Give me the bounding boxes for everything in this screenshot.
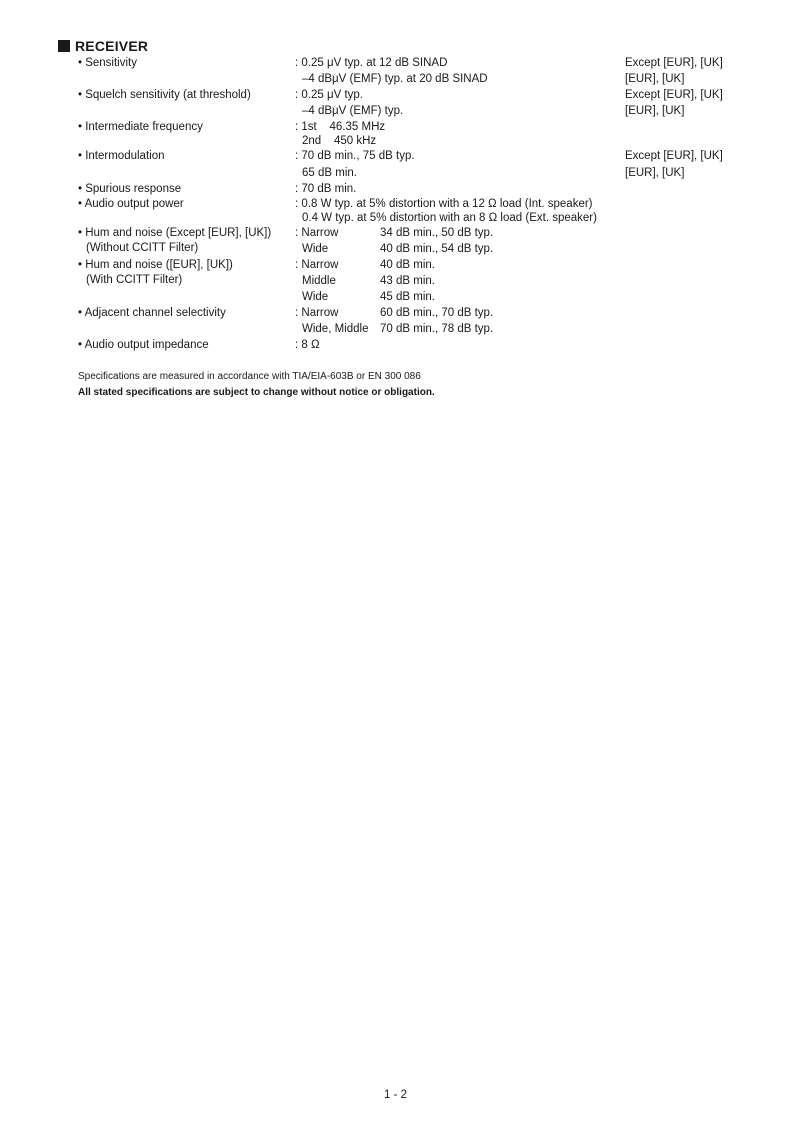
spec-label-audio-power: • Audio output power (78, 198, 184, 210)
spec-label-hum2-2: (With CCITT Filter) (86, 274, 183, 286)
spec-value-if-1: : 1st 46.35 MHz (295, 121, 386, 133)
spec-value-squelch-1: : 0.25 μV typ. (295, 89, 363, 101)
spec-label-adjacent: • Adjacent channel selectivity (78, 307, 226, 319)
spec-mode-hum2-narrow: : Narrow (295, 259, 339, 271)
spec-mode-hum1-wide: Wide (302, 243, 329, 255)
spec-value-hum2-narrow: 40 dB min. (380, 259, 435, 271)
spec-value-adjacent-narrow: 60 dB min., 70 dB typ. (380, 307, 494, 319)
spec-label-hum2-1: • Hum and noise ([EUR], [UK]) (78, 259, 233, 271)
spec-note-intermod-2: [EUR], [UK] (625, 167, 685, 179)
spec-value-adjacent-wide-middle: 70 dB min., 78 dB typ. (380, 323, 494, 335)
spec-value-hum2-middle: 43 dB min. (380, 275, 435, 287)
spec-mode-hum2-middle: Middle (302, 275, 336, 287)
spec-value-hum2-wide: 45 dB min. (380, 291, 435, 303)
spec-value-impedance: : 8 Ω (295, 339, 320, 351)
spec-label-impedance: • Audio output impedance (78, 339, 209, 351)
spec-mode-adjacent-narrow: : Narrow (295, 307, 339, 319)
spec-note-sensitivity-2: [EUR], [UK] (625, 73, 685, 85)
spec-note-squelch-1: Except [EUR], [UK] (625, 89, 723, 101)
spec-value-sensitivity-2: –4 dBμV (EMF) typ. at 20 dB SINAD (302, 73, 488, 85)
section-title: RECEIVER (75, 38, 149, 54)
spec-note-sensitivity-1: Except [EUR], [UK] (625, 57, 723, 69)
page-number: 1 - 2 (384, 1089, 408, 1101)
spec-label-if: • Intermediate frequency (78, 121, 203, 133)
spec-label-intermod: • Intermodulation (78, 150, 165, 162)
footnote-measured: Specifications are measured in accordance with TIA/EIA-603B or EN 300 086 (78, 371, 421, 382)
spec-label-hum1-2: (Without CCITT Filter) (86, 242, 199, 254)
spec-value-spurious: : 70 dB min. (295, 183, 357, 195)
spec-value-intermod-2: 65 dB min. (302, 167, 357, 179)
spec-mode-adjacent-wide-middle: Wide, Middle (302, 323, 369, 335)
section-heading (58, 38, 148, 54)
filled-square-icon (58, 40, 70, 52)
spec-value-sensitivity-1: : 0.25 μV typ. at 12 dB SINAD (295, 57, 448, 69)
footnote-disclaimer: All stated specifications are subject to change without notice or obligation. (78, 387, 435, 398)
spec-label-spurious: • Spurious response (78, 183, 182, 195)
spec-value-if-2: 2nd 450 kHz (302, 135, 377, 147)
spec-label-squelch: • Squelch sensitivity (at threshold) (78, 89, 251, 101)
spec-mode-hum1-narrow: : Narrow (295, 227, 339, 239)
spec-label-sensitivity: • Sensitivity (78, 57, 137, 69)
spec-note-intermod-1: Except [EUR], [UK] (625, 150, 723, 162)
spec-note-squelch-2: [EUR], [UK] (625, 105, 685, 117)
spec-label-hum1-1: • Hum and noise (Except [EUR], [UK]) (78, 227, 272, 239)
spec-value-intermod-1: : 70 dB min., 75 dB typ. (295, 150, 415, 162)
spec-value-audio-power-2: 0.4 W typ. at 5% distortion with an 8 Ω load (Ext. speaker) (302, 212, 597, 224)
spec-value-hum1-wide: 40 dB min., 54 dB typ. (380, 243, 494, 255)
spec-value-audio-power-1: : 0.8 W typ. at 5% distortion with a 12 Ω load (Int. speaker) (295, 198, 593, 210)
spec-value-hum1-narrow: 34 dB min., 50 dB typ. (380, 227, 494, 239)
spec-mode-hum2-wide: Wide (302, 291, 329, 303)
spec-value-squelch-2: –4 dBμV (EMF) typ. (302, 105, 404, 117)
